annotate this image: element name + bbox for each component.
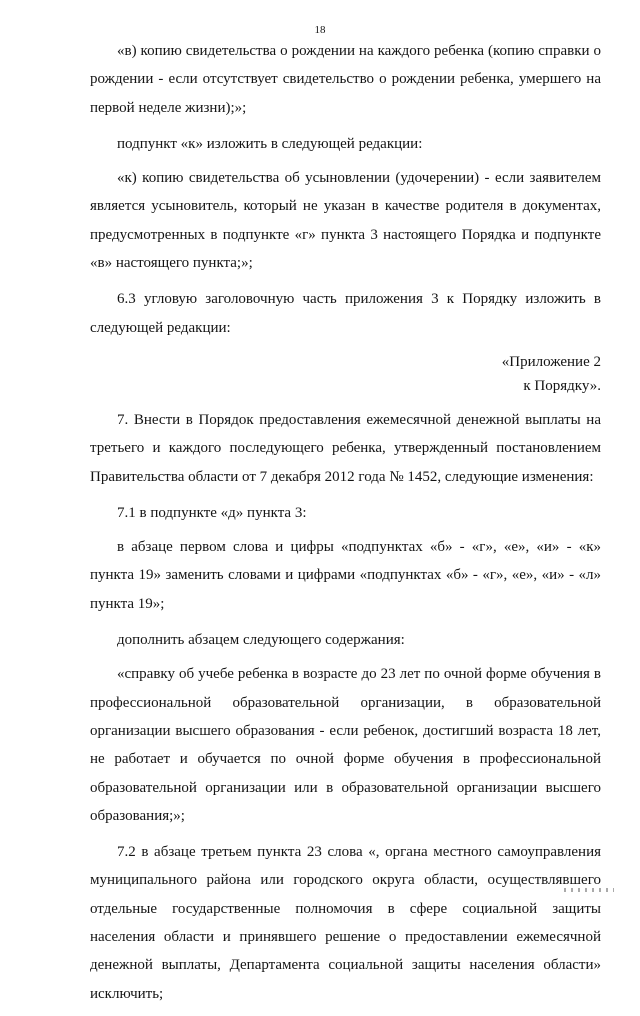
- page-number: 18: [314, 24, 326, 36]
- scan-artifact-dots: [564, 888, 614, 892]
- paragraph-adoption-certificate: «к) копию свидетельства об усыновлении (удочерении) - если заявителем является усыновитель, который не указан в качестве родителя в документах, предусмотренных в подпункте «г» пункта 3 настоящего Порядка и подпункте «в» настоящего пункта;»;: [90, 170, 601, 272]
- paragraph-7: 7. Внести в Порядок предоставления ежемесячной денежной выплаты на третьего и каждого последующего ребенка, утвержденный постановлением Правительства области от 7 декабря 2012 года № 1452, следующие изменения:: [90, 411, 601, 485]
- paragraph-6-3: 6.3 угловую заголовочную часть приложения 3 к Порядку изложить в следующей редакции:: [90, 291, 601, 336]
- appendix-heading-line-1: «Приложение 2: [501, 353, 601, 370]
- appendix-heading: [90, 350, 601, 398]
- paragraph-birth-certificate: «в) копию свидетельства о рождении на каждого ребенка (копию справки о рождении - если отсутствует свидетельство о рождении ребенка, умершего на первой неделе жизни);»;: [90, 43, 601, 116]
- appendix-heading-line-2: к Порядку».: [523, 377, 601, 394]
- paragraph-add-abzac: дополнить абзацем следующего содержания:: [117, 632, 405, 649]
- paragraph-7-1: 7.1 в подпункте «д» пункта 3:: [117, 504, 307, 521]
- paragraph-7-2: 7.2 в абзаце третьем пункта 23 слова «, органа местного самоуправления муниципального района или городского округа области, осуществлявшего отдельные государственные полномочия в сфере социальной защиты населения области и принявшего решение о предоставлении ежемесячной денежной выплаты, Департамента социальной защиты населения области» исключить;: [90, 844, 601, 1002]
- paragraph-subpoint-k-intro: подпункт «к» изложить в следующей редакции:: [117, 135, 423, 152]
- paragraph-7-1-first-abzac: в абзаце первом слова и цифры «подпунктах «б» - «г», «е», «и» - «к» пункта 19» заменить словами и цифрами «подпунктах «б» - «г», «е», «и» - «л» пункта 19»;: [90, 539, 601, 612]
- paragraph-study-certificate: «справку об учебе ребенка в возрасте до 23 лет по очной форме обучения в профессиональной образовательной организации, в образовательной организации высшего образования - если ребенок, достигший возраста 18 лет, не работает и обучается по очной форме обучения в профессиональной образовательной организации или в образовательной организации высшего образования;»;: [90, 666, 601, 824]
- document-body: [90, 37, 601, 1016]
